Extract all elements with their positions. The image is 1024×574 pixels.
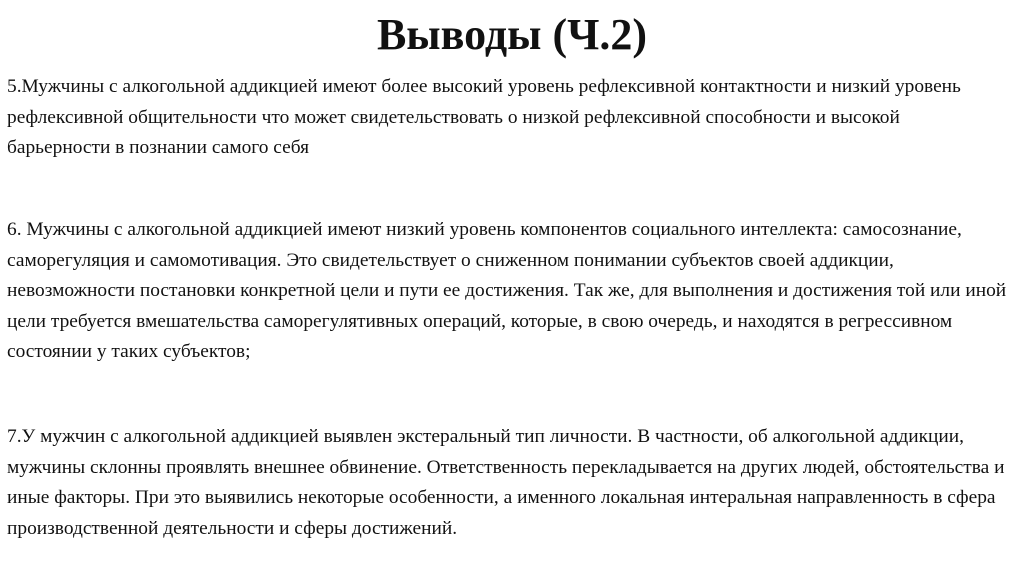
- conclusion-paragraph-6: 6. Мужчины с алкогольной аддикцией имеют низкий уровень компонентов социального интеллекта: самосознание, саморегуляция и самомотивация. Это свидетельствует о сниженном понимании субъектов своей аддикции, невозможности постановки конкретной цели и пути ее достижения. Так же, для выполнения и достижения той или иной цели требуется вмешательства саморегулятивных операций, которые, в свою очередь, и находятся в регрессивном состоянии у таких субъектов;: [7, 219, 1007, 362]
- conclusion-paragraph-5: 5.Мужчины с алкогольной аддикцией имеют более высокий уровень рефлексивной контактности и низкий уровень рефлексивной общительности что может свидетельствовать о низкой рефлексивной способности и высокой барьерности в познании самого себя: [7, 76, 961, 158]
- slide-title: Выводы (Ч.2): [376, 10, 648, 59]
- conclusion-paragraph-7: 7.У мужчин с алкогольной аддикцией выявлен экстеральный тип личности. В частности, об алкогольной аддикции, мужчины склонны проявлять внешнее обвинение. Ответственность перекладывается на других людей, обстоятельства и иные факторы. При это выявились некоторые особенности, а именного локальная интеральная направленность в сфера производственной деятельности и сферы достижений.: [7, 426, 1005, 539]
